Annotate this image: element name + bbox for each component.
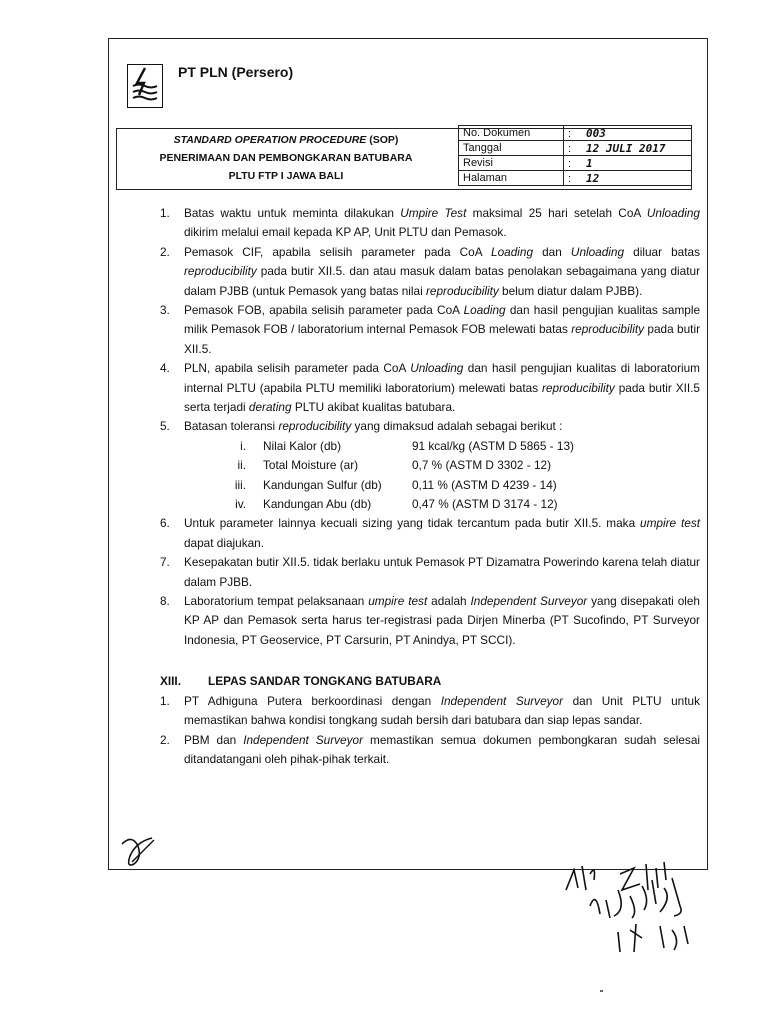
item-number: 7.	[160, 555, 170, 570]
italic-text: reproducibility	[278, 419, 352, 434]
tolerance-row	[160, 495, 700, 514]
document-body	[160, 204, 700, 769]
meta-label: No. Dokumen	[459, 126, 564, 141]
list-item	[160, 553, 700, 592]
italic-text: Unloading	[410, 361, 464, 376]
list-item	[160, 301, 700, 359]
item-number: 4.	[160, 361, 170, 376]
italic-text: umpire test	[368, 594, 428, 609]
parameter-value: 0,47 % (ASTM D 3174 - 12)	[412, 497, 558, 512]
italic-text: reproducibility	[425, 283, 499, 298]
item-number: 3.	[160, 303, 170, 318]
sop-abbr: (SOP)	[369, 134, 399, 146]
parameter-value: 0,7 % (ASTM D 3302 - 12)	[412, 458, 551, 473]
text: diluar batas	[624, 244, 700, 259]
meta-value: 1	[586, 156, 593, 170]
parameter-name: Nilai Kalor (db)	[263, 438, 342, 453]
list-item	[160, 359, 700, 417]
text: PLTU akibat kualitas batubara.	[291, 400, 456, 415]
text: Batasan toleransi	[184, 419, 279, 434]
italic-text: reproducibility	[542, 380, 615, 395]
handwritten-signatures	[560, 860, 730, 965]
meta-label: Tanggal	[459, 141, 564, 156]
meta-value: 003	[586, 126, 606, 140]
scan-speck	[600, 990, 603, 992]
tolerance-row	[160, 476, 700, 495]
list-item	[160, 204, 700, 243]
list-item	[160, 514, 700, 553]
roman-number: iii.	[234, 477, 246, 492]
pln-logo	[127, 64, 163, 108]
item-number: 1.	[160, 693, 170, 708]
item-number: 5.	[160, 419, 170, 434]
italic-text: Independent Surveyor	[243, 732, 364, 747]
parameter-value: 91 kcal/kg (ASTM D 5865 - 13)	[412, 438, 574, 453]
company-name: PT PLN (Persero)	[178, 64, 294, 80]
italic-text: Independent Surveyor	[440, 693, 564, 708]
text: memastikan semua dokumen pembongkaran sudah selesai ditandatangani oleh pihak-pihak terkait.	[184, 732, 700, 766]
italic-text: umpire test	[640, 516, 700, 531]
meta-row	[459, 126, 692, 141]
initial-signature	[118, 832, 168, 877]
text: yang disepakati oleh KP AP dan Pemasok serta harus ter-registrasi pada Dirjen Minerba (PT Sucofindo, PT Surveyor Indonesia, PT Geoservice, PT Carsurin, PT Anindya, PT SCCI).	[184, 594, 700, 647]
text: Laboratorium tempat pelaksanaan	[184, 594, 369, 609]
roman-number: ii.	[237, 458, 246, 473]
text: pada butir XII.5.	[184, 322, 700, 356]
meta-value: 12 JULI 2017	[586, 141, 666, 155]
sop-line3: PLTU FTP I JAWA BALI	[228, 170, 344, 182]
parameter-name: Total Moisture (ar)	[263, 458, 359, 473]
text: belum diatur dalam PJBB).	[498, 283, 643, 298]
text: PLN, apabila selisih parameter pada CoA	[184, 361, 411, 376]
sop-title-text: STANDARD OPERATION PROCEDURE	[173, 134, 367, 146]
text: pada butir XII.5. dan atau masuk dalam batas penolakan sebagaimana yang diatur dalam PJBB (untuk Pemasok yang batas nilai	[184, 264, 700, 298]
italic-text: Unloading	[646, 206, 700, 220]
document-meta-table	[458, 125, 692, 186]
item-number: 1.	[160, 206, 170, 220]
parameter-value: 0,11 % (ASTM D 4239 - 14)	[412, 477, 557, 492]
italic-text: derating	[248, 400, 292, 415]
text: dan Unit PLTU untuk memastikan bahwa kondisi tongkang sudah bersih dari batubara dan siap lepas sandar.	[184, 693, 700, 728]
text: maksimal 25 hari setelah CoA	[466, 206, 647, 220]
section-number: XIII.	[160, 674, 181, 689]
italic-text: reproducibility	[184, 264, 257, 279]
meta-label: Halaman	[459, 171, 564, 186]
text: PT Adhiguna Putera berkoordinasi dengan	[184, 693, 441, 708]
meta-value-cell: : 1	[564, 156, 692, 171]
meta-row	[459, 156, 692, 171]
text: Pemasok FOB, apabila selisih parameter pada CoA	[184, 303, 464, 318]
text: Batas waktu untuk meminta dilakukan	[184, 206, 401, 220]
tolerance-row	[160, 437, 700, 456]
parameter-name: Kandungan Abu (db)	[263, 497, 372, 512]
section-heading	[160, 672, 700, 691]
text: dikirim melalui email kepada KP AP, Unit PLTU dan Pemasok.	[184, 225, 507, 240]
text: pada butir XII.5 serta terjadi	[184, 380, 700, 415]
tolerance-row	[160, 456, 700, 475]
meta-label: Revisi	[459, 156, 564, 171]
text: PBM dan	[184, 732, 244, 747]
meta-value-cell: : 12 JULI 2017	[564, 141, 692, 156]
text: yang dimaksud adalah sebagai berikut :	[351, 419, 563, 434]
parameter-name: Kandungan Sulfur (db)	[263, 477, 382, 492]
list-item	[160, 731, 700, 770]
sop-title	[116, 131, 456, 185]
text: dapat diajukan.	[184, 535, 265, 550]
italic-text: reproducibility	[571, 322, 645, 337]
text: dan hasil pengujian kualitas di laboratorium internal PLTU (apabila PLTU memiliki laboratorium) melewati batas	[184, 361, 701, 395]
text: Kesepakatan butir XII.5. tidak berlaku untuk Pemasok PT Dizamatra Powerindo karena telah diatur dalam PJBB.	[184, 555, 700, 589]
roman-number: i.	[240, 438, 246, 453]
item-number: 6.	[160, 516, 170, 531]
meta-row	[459, 141, 692, 156]
section-title: LEPAS SANDAR TONGKANG BATUBARA	[208, 674, 442, 689]
list-item	[160, 243, 700, 301]
list-item	[160, 592, 700, 650]
list-item	[160, 692, 700, 731]
italic-text: Umpire Test	[400, 206, 467, 220]
meta-value: 12	[586, 171, 600, 185]
text: Untuk parameter lainnya kecuali sizing yang tidak tercantum pada butir XII.5. maka	[184, 516, 641, 531]
text: dan hasil pengujian kualitas sample milik Pemasok FOB / laboratorium internal Pemasok FOB melewati batas	[184, 303, 701, 337]
roman-number: iv.	[235, 497, 246, 512]
text: dan	[533, 244, 571, 259]
text: adalah	[427, 594, 471, 609]
item-number: 8.	[160, 594, 170, 609]
italic-text: Loading	[463, 303, 506, 318]
sop-line2: PENERIMAAN DAN PEMBONGKARAN BATUBARA	[159, 152, 413, 164]
meta-value-cell: : 12	[564, 171, 692, 186]
meta-row	[459, 171, 692, 186]
meta-value-cell: : 003	[564, 126, 692, 141]
list-item	[160, 417, 700, 436]
text: Pemasok CIF, apabila selisih parameter pada CoA	[184, 244, 492, 259]
item-number: 2.	[160, 244, 170, 259]
italic-text: Loading	[491, 244, 534, 259]
item-number: 2.	[160, 732, 170, 747]
italic-text: Independent Surveyor	[470, 594, 588, 609]
italic-text: Unloading	[570, 244, 625, 259]
